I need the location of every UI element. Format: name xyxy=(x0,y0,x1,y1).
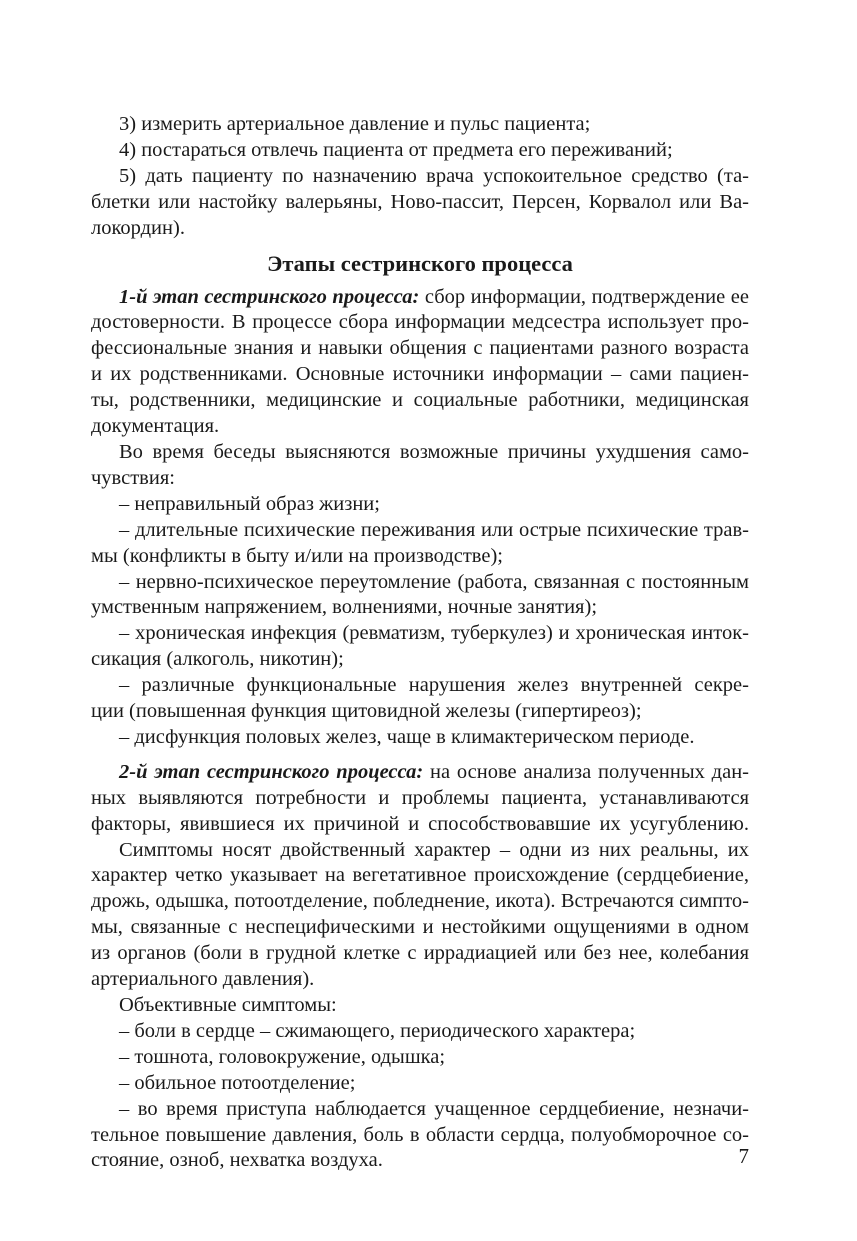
cause-item-cont: сикация (алкоголь, никотин); xyxy=(91,648,344,671)
cause-item-cont: умственным напряжением, волнениями, ночные занятия); xyxy=(91,596,598,619)
objective-title: Объективные симптомы: xyxy=(119,994,337,1016)
objective-item: – тошнота, головокружение, одышка; xyxy=(119,1045,446,1068)
stage2-line: ных выявляются потребности и проблемы пациента, устанавливаются xyxy=(91,786,749,809)
stage1-label: 1-й этап сестринского процесса: xyxy=(119,285,420,308)
cause-item: – нервно-психическое переутомление (работа, связанная с постоянным xyxy=(119,570,749,593)
cause-item: – неправильный образ жизни; xyxy=(119,492,380,515)
causes-intro-line: чувствия: xyxy=(91,466,175,489)
symptoms-line: из органов (боли в грудной клетке с иррадиацией или без нее, колебания xyxy=(91,942,749,965)
symptoms-line: характер четко указывает на вегетативное происхождение (сердцебиение, xyxy=(91,864,749,887)
intro-item-5: 5) дать пациенту по назначению врача успокоительное средство (та- xyxy=(119,164,749,187)
cause-item: – длительные психические переживания или острые психические трав- xyxy=(119,518,749,541)
objective-item-cont: тельное повышение давления, боль в области сердца, полуобморочное со- xyxy=(91,1123,749,1146)
intro-item-4: 4) постараться отвлечь пациента от предмета его переживаний; xyxy=(119,138,673,161)
section-heading: Этапы сестринского процесса xyxy=(267,250,573,276)
stage1-line: ты, родственники, медицинские и социальные работники, медицинская xyxy=(91,389,749,412)
objective-item-cont: стояние, озноб, нехватка воздуха. xyxy=(91,1149,383,1172)
stage2-first-line xyxy=(91,760,749,786)
stage1-line: фессиональные знания и навыки общения с пациентами разного возраста xyxy=(91,337,749,360)
paragraph-gap xyxy=(91,751,749,760)
objective-item: – боли в сердце – сжимающего, периодического характера; xyxy=(119,1019,636,1042)
symptoms-line: дрожь, одышка, потоотделение, побледнение, икота). Встречаются симпто- xyxy=(91,890,749,913)
stage2-first-line-text: на основе анализа полученных дан- xyxy=(423,760,750,783)
stage1-line: документация. xyxy=(91,415,220,438)
objective-item: – обильное потоотделение; xyxy=(119,1071,356,1094)
intro-item-5-end: локордин). xyxy=(91,216,185,239)
stage2-label: 2-й этап сестринского процесса: xyxy=(119,760,424,783)
cause-item-cont: мы (конфликты в быту и/или на производстве); xyxy=(91,544,503,567)
stage1-first-line xyxy=(91,285,749,311)
page-number: 7 xyxy=(738,1144,749,1168)
intro-item-3: 3) измерить артериальное давление и пульс пациента; xyxy=(119,113,591,135)
cause-item: – хроническая инфекция (ревматизм, туберкулез) и хроническая инток- xyxy=(119,622,749,645)
objective-item: – во время приступа наблюдается учащенное сердцебиение, незначи- xyxy=(119,1097,749,1120)
intro-item-5-cont: блетки или настойку валерьяны, Ново-пассит, Персен, Корвалол или Ва- xyxy=(91,190,749,213)
page-body xyxy=(91,112,749,1174)
causes-intro-line: Во время беседы выясняются возможные причины ухудшения само- xyxy=(119,440,749,463)
cause-item: – дисфункция половых желез, чаще в климактерическом периоде. xyxy=(119,725,695,748)
cause-item: – различные функциональные нарушения желез внутренней секре- xyxy=(119,674,749,697)
stage2-line: факторы, явившиеся их причиной и способствовавшие их усугублению. xyxy=(91,812,749,835)
symptoms-line: мы, связанные с неспецифическими и нестойкими ощущениями в одном xyxy=(91,916,749,939)
symptoms-line: артериального давления). xyxy=(91,968,315,991)
symptoms-line: Симптомы носят двойственный характер – одни из них реальны, их xyxy=(119,838,749,861)
stage1-line: и их родственниками. Основные источники информации – сами пациен- xyxy=(91,363,749,386)
stage1-first-line-text: сбор информации, подтверждение ее xyxy=(419,285,749,308)
stage1-line: достоверности. В процессе сбора информации медсестра использует про- xyxy=(91,311,749,334)
cause-item-cont: ции (повышенная функция щитовидной железы (гипертиреоз); xyxy=(91,700,642,723)
